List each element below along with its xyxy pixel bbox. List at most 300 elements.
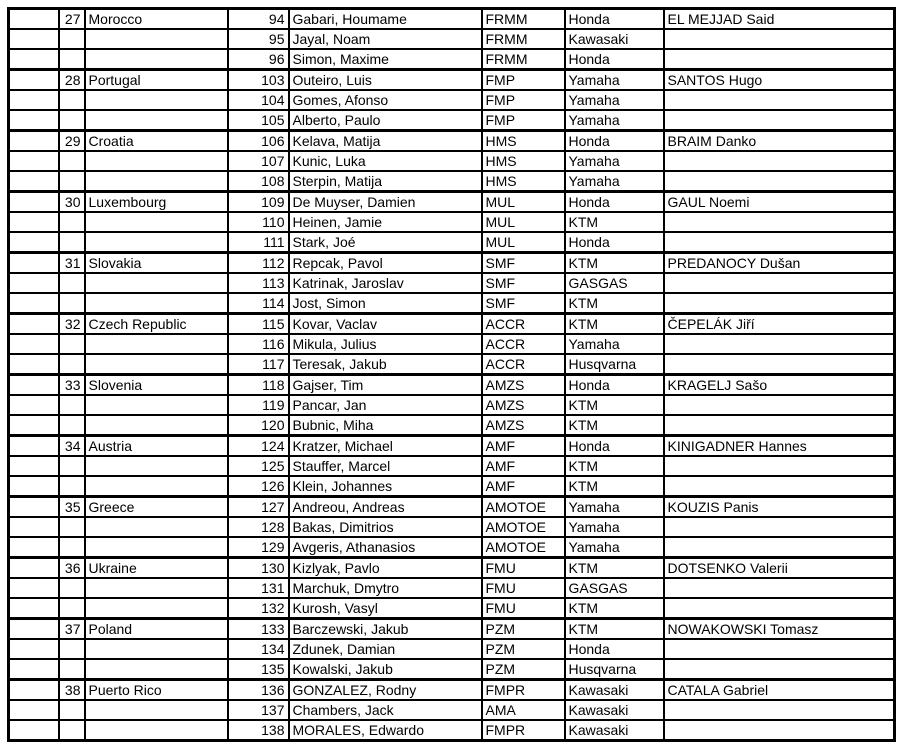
rider-name-cell: Katrinak, Jaroslav bbox=[289, 273, 482, 293]
federation-cell: PZM bbox=[482, 639, 565, 659]
rider-row bbox=[9, 232, 895, 253]
team-number-cell bbox=[59, 29, 85, 49]
spacer-cell bbox=[9, 720, 59, 741]
federation-cell: FMP bbox=[482, 110, 565, 131]
team-number-cell bbox=[59, 700, 85, 720]
country-cell: Slovakia bbox=[85, 253, 228, 274]
manager-cell: BRAIM Danko bbox=[664, 131, 895, 152]
rider-name-cell: Teresak, Jakub bbox=[289, 354, 482, 375]
rider-number-cell: 94 bbox=[228, 9, 289, 30]
manager-cell bbox=[664, 395, 895, 415]
team-row bbox=[9, 375, 895, 396]
federation-cell: SMF bbox=[482, 273, 565, 293]
country-cell bbox=[85, 90, 228, 110]
country-cell bbox=[85, 171, 228, 192]
spacer-cell bbox=[9, 314, 59, 335]
manager-cell bbox=[664, 476, 895, 497]
federation-cell: FMPR bbox=[482, 680, 565, 701]
entry-table-body bbox=[9, 9, 895, 741]
spacer-cell bbox=[9, 700, 59, 720]
rider-number-cell: 136 bbox=[228, 680, 289, 701]
rider-number-cell: 137 bbox=[228, 700, 289, 720]
team-number-cell: 32 bbox=[59, 314, 85, 335]
rider-row bbox=[9, 395, 895, 415]
country-cell: Poland bbox=[85, 619, 228, 640]
brand-cell: KTM bbox=[565, 253, 664, 274]
rider-number-cell: 135 bbox=[228, 659, 289, 680]
rider-number-cell: 106 bbox=[228, 131, 289, 152]
spacer-cell bbox=[9, 375, 59, 396]
spacer-cell bbox=[9, 70, 59, 91]
brand-cell: KTM bbox=[565, 619, 664, 640]
rider-row bbox=[9, 598, 895, 619]
rider-number-cell: 109 bbox=[228, 192, 289, 213]
brand-cell: GASGAS bbox=[565, 273, 664, 293]
manager-cell bbox=[664, 29, 895, 49]
team-row bbox=[9, 131, 895, 152]
spacer-cell bbox=[9, 598, 59, 619]
spacer-cell bbox=[9, 212, 59, 232]
spacer-cell bbox=[9, 497, 59, 518]
brand-cell: Honda bbox=[565, 49, 664, 70]
rider-name-cell: Andreou, Andreas bbox=[289, 497, 482, 518]
federation-cell: AMOTOE bbox=[482, 497, 565, 518]
spacer-cell bbox=[9, 192, 59, 213]
team-number-cell: 37 bbox=[59, 619, 85, 640]
brand-cell: KTM bbox=[565, 456, 664, 476]
federation-cell: PZM bbox=[482, 619, 565, 640]
rider-name-cell: Gabari, Houmame bbox=[289, 9, 482, 30]
rider-number-cell: 130 bbox=[228, 558, 289, 579]
rider-number-cell: 127 bbox=[228, 497, 289, 518]
rider-number-cell: 133 bbox=[228, 619, 289, 640]
manager-cell: ČEPELÁK Jiří bbox=[664, 314, 895, 335]
rider-row bbox=[9, 354, 895, 375]
rider-number-cell: 134 bbox=[228, 639, 289, 659]
team-number-cell: 27 bbox=[59, 9, 85, 30]
manager-cell: KINIGADNER Hannes bbox=[664, 436, 895, 457]
rider-number-cell: 129 bbox=[228, 537, 289, 558]
rider-row bbox=[9, 212, 895, 232]
manager-cell: GAUL Noemi bbox=[664, 192, 895, 213]
team-number-cell bbox=[59, 151, 85, 171]
country-cell bbox=[85, 598, 228, 619]
country-cell: Croatia bbox=[85, 131, 228, 152]
federation-cell: FMPR bbox=[482, 720, 565, 741]
team-number-cell bbox=[59, 212, 85, 232]
brand-cell: Husqvarna bbox=[565, 659, 664, 680]
country-cell bbox=[85, 537, 228, 558]
brand-cell: Honda bbox=[565, 192, 664, 213]
brand-cell: Yamaha bbox=[565, 110, 664, 131]
team-number-cell bbox=[59, 354, 85, 375]
manager-cell: KRAGELJ Sašo bbox=[664, 375, 895, 396]
country-cell bbox=[85, 212, 228, 232]
spacer-cell bbox=[9, 334, 59, 354]
team-number-cell bbox=[59, 395, 85, 415]
country-cell: Slovenia bbox=[85, 375, 228, 396]
spacer-cell bbox=[9, 436, 59, 457]
spacer-cell bbox=[9, 49, 59, 70]
manager-cell bbox=[664, 659, 895, 680]
team-number-cell: 36 bbox=[59, 558, 85, 579]
team-number-cell: 30 bbox=[59, 192, 85, 213]
federation-cell: SMF bbox=[482, 293, 565, 314]
rider-number-cell: 96 bbox=[228, 49, 289, 70]
rider-number-cell: 119 bbox=[228, 395, 289, 415]
country-cell bbox=[85, 29, 228, 49]
rider-number-cell: 116 bbox=[228, 334, 289, 354]
federation-cell: MUL bbox=[482, 232, 565, 253]
rider-row bbox=[9, 456, 895, 476]
federation-cell: FRMM bbox=[482, 29, 565, 49]
brand-cell: Yamaha bbox=[565, 497, 664, 518]
rider-number-cell: 125 bbox=[228, 456, 289, 476]
rider-number-cell: 114 bbox=[228, 293, 289, 314]
team-number-cell bbox=[59, 232, 85, 253]
federation-cell: AMF bbox=[482, 476, 565, 497]
brand-cell: KTM bbox=[565, 415, 664, 436]
brand-cell: KTM bbox=[565, 558, 664, 579]
manager-cell bbox=[664, 537, 895, 558]
entry-table bbox=[7, 7, 896, 742]
team-number-cell bbox=[59, 334, 85, 354]
rider-row bbox=[9, 578, 895, 598]
spacer-cell bbox=[9, 273, 59, 293]
manager-cell bbox=[664, 293, 895, 314]
rider-row bbox=[9, 49, 895, 70]
rider-row bbox=[9, 517, 895, 537]
rider-row bbox=[9, 639, 895, 659]
manager-cell: EL MEJJAD Said bbox=[664, 9, 895, 30]
federation-cell: AMOTOE bbox=[482, 537, 565, 558]
team-row bbox=[9, 436, 895, 457]
rider-name-cell: Bubnic, Miha bbox=[289, 415, 482, 436]
manager-cell bbox=[664, 171, 895, 192]
spacer-cell bbox=[9, 558, 59, 579]
team-number-cell bbox=[59, 720, 85, 741]
country-cell bbox=[85, 151, 228, 171]
brand-cell: Kawasaki bbox=[565, 700, 664, 720]
federation-cell: MUL bbox=[482, 192, 565, 213]
rider-name-cell: Kelava, Matija bbox=[289, 131, 482, 152]
country-cell bbox=[85, 110, 228, 131]
spacer-cell bbox=[9, 415, 59, 436]
spacer-cell bbox=[9, 232, 59, 253]
team-number-cell: 31 bbox=[59, 253, 85, 274]
rider-name-cell: Avgeris, Athanasios bbox=[289, 537, 482, 558]
rider-name-cell: Kunic, Luka bbox=[289, 151, 482, 171]
rider-name-cell: Jayal, Noam bbox=[289, 29, 482, 49]
manager-cell bbox=[664, 232, 895, 253]
federation-cell: ACCR bbox=[482, 334, 565, 354]
country-cell: Ukraine bbox=[85, 558, 228, 579]
rider-number-cell: 128 bbox=[228, 517, 289, 537]
team-row bbox=[9, 497, 895, 518]
rider-name-cell: Repcak, Pavol bbox=[289, 253, 482, 274]
team-row bbox=[9, 253, 895, 274]
rider-number-cell: 120 bbox=[228, 415, 289, 436]
rider-name-cell: Kizlyak, Pavlo bbox=[289, 558, 482, 579]
rider-row bbox=[9, 476, 895, 497]
rider-number-cell: 113 bbox=[228, 273, 289, 293]
team-number-cell bbox=[59, 578, 85, 598]
brand-cell: Honda bbox=[565, 9, 664, 30]
federation-cell: ACCR bbox=[482, 314, 565, 335]
rider-name-cell: Kratzer, Michael bbox=[289, 436, 482, 457]
country-cell bbox=[85, 639, 228, 659]
brand-cell: Honda bbox=[565, 639, 664, 659]
rider-number-cell: 126 bbox=[228, 476, 289, 497]
manager-cell: CATALA Gabriel bbox=[664, 680, 895, 701]
federation-cell: FRMM bbox=[482, 49, 565, 70]
manager-cell bbox=[664, 700, 895, 720]
team-number-cell: 29 bbox=[59, 131, 85, 152]
manager-cell: SANTOS Hugo bbox=[664, 70, 895, 91]
rider-row bbox=[9, 293, 895, 314]
manager-cell bbox=[664, 639, 895, 659]
spacer-cell bbox=[9, 395, 59, 415]
team-row bbox=[9, 558, 895, 579]
team-number-cell: 35 bbox=[59, 497, 85, 518]
manager-cell bbox=[664, 598, 895, 619]
country-cell: Czech Republic bbox=[85, 314, 228, 335]
team-row bbox=[9, 680, 895, 701]
country-cell: Luxembourg bbox=[85, 192, 228, 213]
spacer-cell bbox=[9, 476, 59, 497]
rider-name-cell: Gajser, Tim bbox=[289, 375, 482, 396]
federation-cell: FMU bbox=[482, 598, 565, 619]
rider-name-cell: Klein, Johannes bbox=[289, 476, 482, 497]
spacer-cell bbox=[9, 517, 59, 537]
team-number-cell bbox=[59, 537, 85, 558]
rider-number-cell: 138 bbox=[228, 720, 289, 741]
rider-row bbox=[9, 659, 895, 680]
rider-name-cell: MORALES, Edwardo bbox=[289, 720, 482, 741]
rider-number-cell: 115 bbox=[228, 314, 289, 335]
rider-name-cell: Simon, Maxime bbox=[289, 49, 482, 70]
spacer-cell bbox=[9, 90, 59, 110]
federation-cell: FMU bbox=[482, 578, 565, 598]
team-row bbox=[9, 619, 895, 640]
federation-cell: AMOTOE bbox=[482, 517, 565, 537]
manager-cell bbox=[664, 578, 895, 598]
rider-name-cell: Heinen, Jamie bbox=[289, 212, 482, 232]
rider-number-cell: 112 bbox=[228, 253, 289, 274]
rider-name-cell: Outeiro, Luis bbox=[289, 70, 482, 91]
federation-cell: AMZS bbox=[482, 415, 565, 436]
rider-name-cell: GONZALEZ, Rodny bbox=[289, 680, 482, 701]
country-cell bbox=[85, 354, 228, 375]
country-cell bbox=[85, 395, 228, 415]
team-number-cell bbox=[59, 293, 85, 314]
spacer-cell bbox=[9, 659, 59, 680]
team-number-cell bbox=[59, 273, 85, 293]
rider-number-cell: 124 bbox=[228, 436, 289, 457]
manager-cell: NOWAKOWSKI Tomasz bbox=[664, 619, 895, 640]
brand-cell: Yamaha bbox=[565, 90, 664, 110]
team-row bbox=[9, 314, 895, 335]
country-cell bbox=[85, 456, 228, 476]
manager-cell: PREDANOCY Dušan bbox=[664, 253, 895, 274]
manager-cell bbox=[664, 415, 895, 436]
team-number-cell: 33 bbox=[59, 375, 85, 396]
team-row bbox=[9, 9, 895, 30]
federation-cell: MUL bbox=[482, 212, 565, 232]
rider-number-cell: 104 bbox=[228, 90, 289, 110]
brand-cell: Husqvarna bbox=[565, 354, 664, 375]
country-cell bbox=[85, 273, 228, 293]
spacer-cell bbox=[9, 354, 59, 375]
rider-name-cell: Kurosh, Vasyl bbox=[289, 598, 482, 619]
spacer-cell bbox=[9, 151, 59, 171]
spacer-cell bbox=[9, 578, 59, 598]
rider-number-cell: 108 bbox=[228, 171, 289, 192]
rider-name-cell: Alberto, Paulo bbox=[289, 110, 482, 131]
manager-cell bbox=[664, 517, 895, 537]
manager-cell bbox=[664, 720, 895, 741]
country-cell: Greece bbox=[85, 497, 228, 518]
federation-cell: FRMM bbox=[482, 9, 565, 30]
spacer-cell bbox=[9, 171, 59, 192]
document-page bbox=[7, 7, 896, 742]
rider-row bbox=[9, 415, 895, 436]
rider-name-cell: Kowalski, Jakub bbox=[289, 659, 482, 680]
spacer-cell bbox=[9, 131, 59, 152]
country-cell bbox=[85, 720, 228, 741]
spacer-cell bbox=[9, 619, 59, 640]
federation-cell: AMZS bbox=[482, 395, 565, 415]
federation-cell: AMF bbox=[482, 436, 565, 457]
federation-cell: HMS bbox=[482, 151, 565, 171]
spacer-cell bbox=[9, 537, 59, 558]
spacer-cell bbox=[9, 9, 59, 30]
rider-name-cell: Gomes, Afonso bbox=[289, 90, 482, 110]
rider-name-cell: De Muyser, Damien bbox=[289, 192, 482, 213]
team-row bbox=[9, 70, 895, 91]
team-number-cell bbox=[59, 476, 85, 497]
brand-cell: Yamaha bbox=[565, 537, 664, 558]
country-cell bbox=[85, 49, 228, 70]
rider-row bbox=[9, 537, 895, 558]
rider-name-cell: Bakas, Dimitrios bbox=[289, 517, 482, 537]
team-number-cell: 34 bbox=[59, 436, 85, 457]
rider-number-cell: 107 bbox=[228, 151, 289, 171]
team-number-cell: 28 bbox=[59, 70, 85, 91]
brand-cell: Kawasaki bbox=[565, 29, 664, 49]
manager-cell bbox=[664, 151, 895, 171]
country-cell bbox=[85, 232, 228, 253]
team-number-cell: 38 bbox=[59, 680, 85, 701]
rider-number-cell: 111 bbox=[228, 232, 289, 253]
team-number-cell bbox=[59, 415, 85, 436]
spacer-cell bbox=[9, 680, 59, 701]
rider-row bbox=[9, 273, 895, 293]
rider-number-cell: 117 bbox=[228, 354, 289, 375]
manager-cell bbox=[664, 354, 895, 375]
country-cell bbox=[85, 517, 228, 537]
federation-cell: FMU bbox=[482, 558, 565, 579]
rider-name-cell: Jost, Simon bbox=[289, 293, 482, 314]
brand-cell: Yamaha bbox=[565, 171, 664, 192]
brand-cell: Yamaha bbox=[565, 151, 664, 171]
brand-cell: Yamaha bbox=[565, 334, 664, 354]
rider-row bbox=[9, 29, 895, 49]
spacer-cell bbox=[9, 293, 59, 314]
manager-cell bbox=[664, 212, 895, 232]
team-number-cell bbox=[59, 456, 85, 476]
brand-cell: KTM bbox=[565, 598, 664, 619]
rider-name-cell: Zdunek, Damian bbox=[289, 639, 482, 659]
spacer-cell bbox=[9, 253, 59, 274]
rider-number-cell: 110 bbox=[228, 212, 289, 232]
federation-cell: FMP bbox=[482, 70, 565, 91]
rider-row bbox=[9, 151, 895, 171]
rider-row bbox=[9, 110, 895, 131]
federation-cell: SMF bbox=[482, 253, 565, 274]
federation-cell: AMA bbox=[482, 700, 565, 720]
rider-name-cell: Barczewski, Jakub bbox=[289, 619, 482, 640]
country-cell bbox=[85, 659, 228, 680]
brand-cell: Honda bbox=[565, 436, 664, 457]
manager-cell bbox=[664, 456, 895, 476]
country-cell: Portugal bbox=[85, 70, 228, 91]
federation-cell: ACCR bbox=[482, 354, 565, 375]
federation-cell: AMF bbox=[482, 456, 565, 476]
rider-row bbox=[9, 171, 895, 192]
brand-cell: Yamaha bbox=[565, 70, 664, 91]
rider-name-cell: Stauffer, Marcel bbox=[289, 456, 482, 476]
country-cell: Austria bbox=[85, 436, 228, 457]
country-cell bbox=[85, 578, 228, 598]
manager-cell bbox=[664, 90, 895, 110]
rider-number-cell: 95 bbox=[228, 29, 289, 49]
team-number-cell bbox=[59, 598, 85, 619]
brand-cell: Honda bbox=[565, 131, 664, 152]
brand-cell: Honda bbox=[565, 375, 664, 396]
brand-cell: Honda bbox=[565, 232, 664, 253]
rider-row bbox=[9, 334, 895, 354]
spacer-cell bbox=[9, 29, 59, 49]
manager-cell bbox=[664, 110, 895, 131]
brand-cell: KTM bbox=[565, 395, 664, 415]
manager-cell bbox=[664, 334, 895, 354]
country-cell bbox=[85, 415, 228, 436]
country-cell bbox=[85, 334, 228, 354]
federation-cell: AMZS bbox=[482, 375, 565, 396]
team-number-cell bbox=[59, 49, 85, 70]
rider-name-cell: Mikula, Julius bbox=[289, 334, 482, 354]
brand-cell: KTM bbox=[565, 212, 664, 232]
team-number-cell bbox=[59, 110, 85, 131]
team-number-cell bbox=[59, 90, 85, 110]
rider-row bbox=[9, 720, 895, 741]
country-cell bbox=[85, 476, 228, 497]
manager-cell: KOUZIS Panis bbox=[664, 497, 895, 518]
brand-cell: KTM bbox=[565, 293, 664, 314]
manager-cell bbox=[664, 273, 895, 293]
manager-cell bbox=[664, 49, 895, 70]
brand-cell: Kawasaki bbox=[565, 720, 664, 741]
brand-cell: Kawasaki bbox=[565, 680, 664, 701]
brand-cell: GASGAS bbox=[565, 578, 664, 598]
rider-name-cell: Marchuk, Dmytro bbox=[289, 578, 482, 598]
country-cell bbox=[85, 293, 228, 314]
team-number-cell bbox=[59, 517, 85, 537]
country-cell: Puerto Rico bbox=[85, 680, 228, 701]
brand-cell: KTM bbox=[565, 476, 664, 497]
rider-row bbox=[9, 90, 895, 110]
